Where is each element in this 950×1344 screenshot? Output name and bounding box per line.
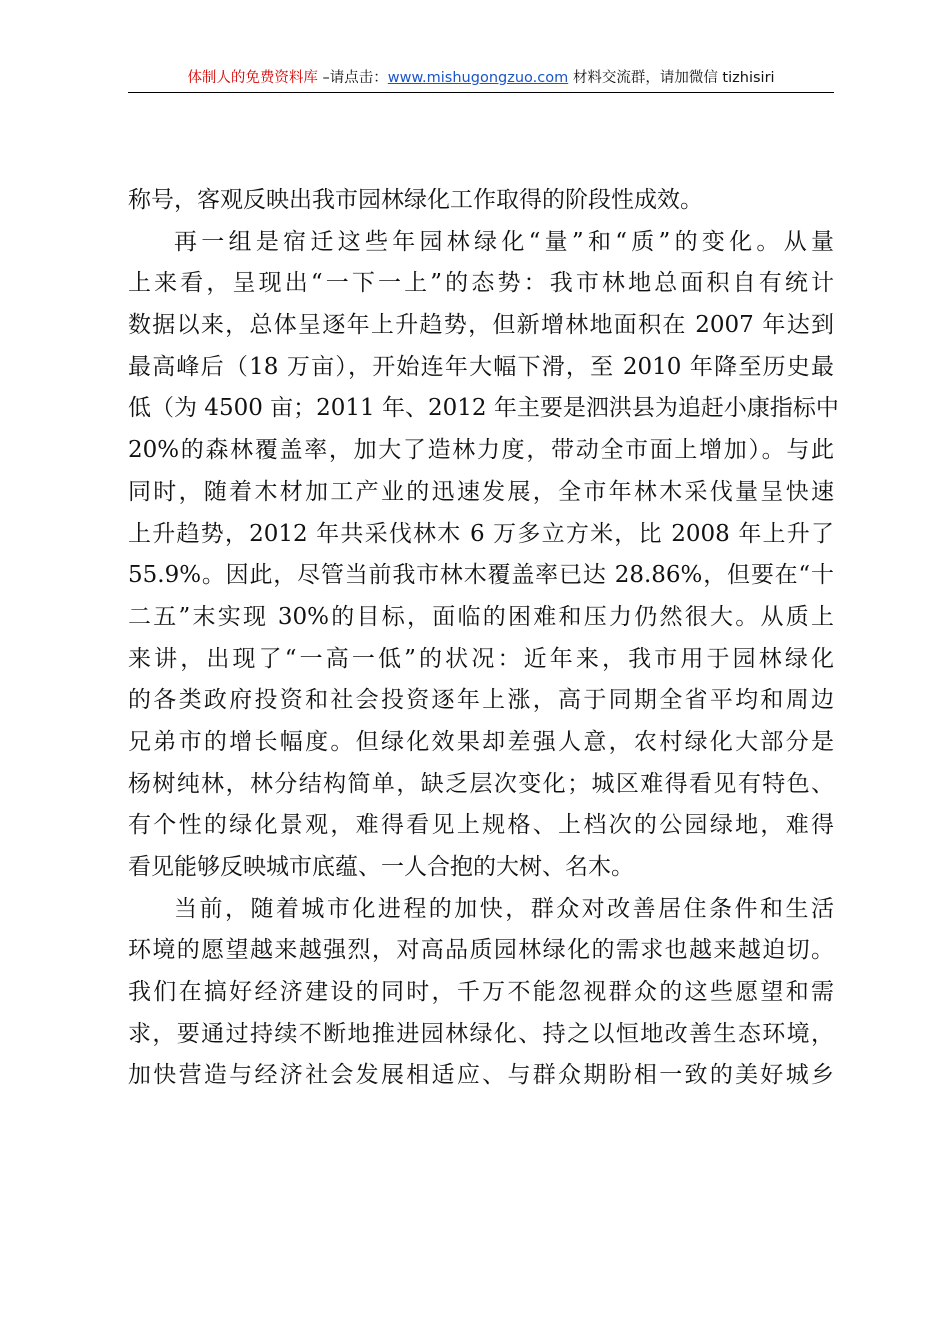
body-line: 同时，随着木材加工产业的迅速发展，全市年林木采伐量呈快速	[128, 478, 834, 505]
body-line: 杨树纯林，林分结构简单，缺乏层次变化；城区难得看见有特色、	[128, 770, 834, 797]
body-line: 求，要通过持续不断地推进园林绿化、持之以恒地改善生态环境，	[128, 1020, 834, 1047]
header-url-link[interactable]: www.mishugongzuo.com	[387, 70, 569, 86]
body-line: 数据以来，总体呈逐年上升趋势，但新增林地面积在 2007 年达到	[128, 312, 834, 339]
body-line: 低（为 4500 亩；2011 年、2012 年主要是泗洪县为追赶小康指标中	[128, 395, 839, 422]
header-brand: 体制人的免费资料库	[187, 70, 318, 86]
body-line: 上升趋势，2012 年共采伐林木 6 万多立方米，比 2008 年上升了	[128, 520, 834, 547]
body-line: 我们在搞好经济建设的同时，千万不能忽视群众的这些愿望和需	[128, 979, 834, 1006]
body-line: 有个性的绿化景观，难得看见上规格、上档次的公园绿地，难得	[128, 812, 834, 839]
body-line: 当前，随着城市化进程的加快，群众对改善居住条件和生活	[174, 895, 834, 922]
header-prompt: –请点击：	[317, 70, 388, 86]
body-line: 最高峰后（18 万亩），开始连年大幅下滑，至 2010 年降至历史最	[128, 353, 834, 380]
body-line: 20%的森林覆盖率，加大了造林力度，带动全市面上增加）。与此	[128, 437, 834, 464]
body-line: 加快营造与经济社会发展相适应、与群众期盼相一致的美好城乡	[128, 1062, 834, 1089]
page-header	[128, 66, 834, 93]
body-line: 二五”末实现 30%的目标，面临的困难和压力仍然很大。从质上	[128, 603, 834, 630]
body-line: 环境的愿望越来越强烈，对高品质园林绿化的需求也越来越迫切。	[128, 937, 834, 964]
body-line: 上来看，呈现出“一下一上”的态势：我市林地总面积自有统计	[128, 270, 834, 297]
body-line: 的各类政府投资和社会投资逐年上涨，高于同期全省平均和周边	[128, 687, 834, 714]
header-suffix: 材料交流群，请加微信 tizhisiri	[568, 70, 775, 86]
body-line: 看见能够反映城市底蕴、一人合抱的大树、名木。	[128, 854, 634, 880]
body-line: 再一组是宿迁这些年园林绿化“量”和“质”的变化。从量	[174, 228, 834, 255]
body-line: 55.9%。因此，尽管当前我市林木覆盖率已达 28.86%，但要在“十	[128, 562, 834, 589]
body-line: 兄弟市的增长幅度。但绿化效果却差强人意，农村绿化大部分是	[128, 728, 834, 755]
body-line: 来讲，出现了“一高一低”的状况：近年来，我市用于园林绿化	[128, 645, 834, 672]
document-body	[128, 180, 839, 1097]
body-line: 称号，客观反映出我市园林绿化工作取得的阶段性成效。	[128, 187, 703, 213]
